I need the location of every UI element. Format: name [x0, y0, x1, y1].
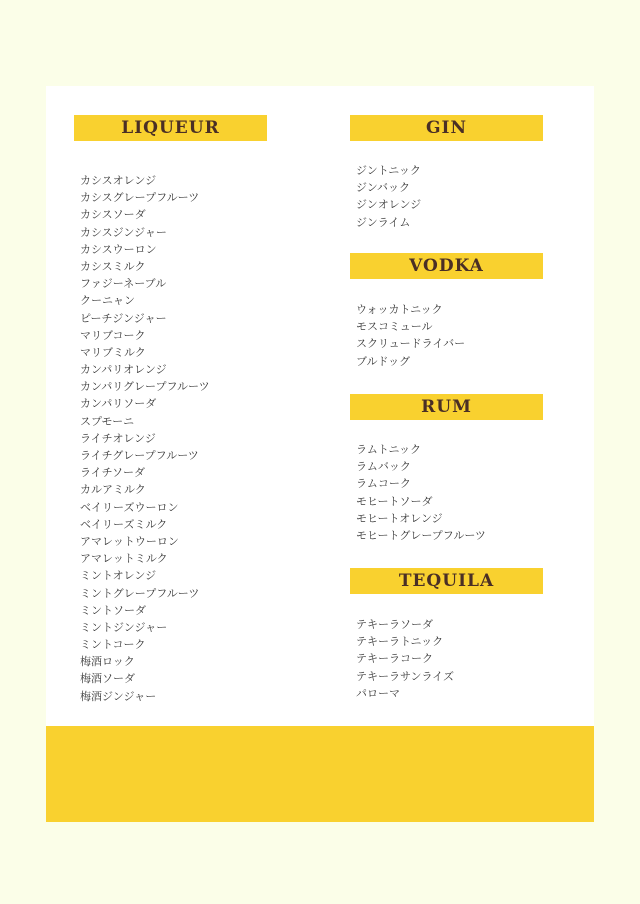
section-heading-tequila: TEQUILA	[350, 568, 543, 594]
drink-item: カシスグレープフルーツ	[80, 191, 200, 205]
drink-item: 梅酒ロック	[80, 655, 135, 669]
drink-item: カシスウーロン	[80, 242, 157, 256]
drink-item: ベイリーズウーロン	[80, 500, 179, 514]
drink-item: 梅酒ジンジャー	[80, 689, 157, 703]
section-vodka	[350, 253, 543, 370]
section-heading-gin: GIN	[350, 115, 543, 141]
drink-item: カシスオレンジ	[80, 174, 157, 187]
drink-item: モスコミュール	[356, 320, 433, 334]
drink-item: ラムバック	[356, 460, 411, 474]
drink-list-liqueur	[74, 172, 267, 705]
section-rum	[350, 394, 543, 544]
drink-item: テキーラソーダ	[356, 618, 433, 631]
drink-item: ジンライム	[356, 215, 411, 229]
drink-item: ミントオレンジ	[80, 569, 157, 583]
drink-item: カンパリグレープフルーツ	[80, 380, 210, 394]
drink-item: マリブコーク	[80, 328, 146, 342]
drink-item: カンパリオレンジ	[80, 363, 167, 377]
drink-item: モヒートグレープフルーツ	[356, 528, 486, 542]
section-heading-liqueur: LIQUEUR	[74, 115, 267, 141]
section-tequila	[350, 568, 543, 702]
drink-item: スクリュードライバー	[356, 337, 466, 351]
drink-item: ライチオレンジ	[80, 431, 156, 445]
drink-item: ラムトニック	[356, 443, 422, 456]
drink-list-vodka	[350, 301, 543, 370]
drink-item: ブルドッグ	[356, 354, 411, 368]
section-gin	[350, 115, 543, 231]
drink-item: パローマ	[356, 686, 400, 700]
drink-item: カシスジンジャー	[80, 225, 167, 239]
drink-item: アマレットウーロン	[80, 534, 179, 548]
drink-item: ウォッカトニック	[356, 303, 443, 316]
drink-item: アマレットミルク	[80, 552, 168, 566]
drink-item: カシスミルク	[80, 259, 146, 273]
drink-item: ピーチジンジャー	[80, 311, 167, 325]
drink-item: ファジーネーブル	[80, 277, 167, 291]
drink-item: ライチソーダ	[80, 466, 146, 480]
drink-item: ミントコーク	[80, 638, 146, 652]
drink-item: ライチグレープフルーツ	[80, 449, 199, 462]
drink-item: カシスソーダ	[80, 208, 146, 222]
drink-item: テキーラサンライズ	[356, 669, 455, 683]
drink-item: 梅酒ソーダ	[80, 672, 135, 686]
section-heading-vodka: VODKA	[350, 253, 543, 279]
drink-item: モヒートソーダ	[356, 494, 433, 508]
drink-list-rum	[350, 441, 543, 544]
drink-item: スプモーニ	[80, 414, 135, 428]
drink-item: テキーラトニック	[356, 635, 444, 649]
drink-item: テキーラコーク	[356, 652, 433, 666]
drink-item: ミントグレープフルーツ	[80, 586, 200, 600]
drink-item: ジンバック	[356, 181, 410, 195]
section-heading-rum: RUM	[350, 394, 543, 420]
section-liqueur	[74, 115, 267, 705]
drink-item: ベイリーズミルク	[80, 517, 168, 531]
drink-item: カルアミルク	[80, 483, 146, 497]
drink-item: マリブミルク	[80, 345, 146, 359]
drink-item: ミントソーダ	[80, 603, 146, 617]
drink-item: ミントジンジャー	[80, 620, 168, 634]
footer-band	[46, 726, 594, 822]
drink-list-tequila	[350, 616, 543, 702]
drink-item: カンパリソーダ	[80, 397, 157, 411]
drink-item: モヒートオレンジ	[356, 511, 443, 525]
drink-item: クーニャン	[80, 294, 135, 308]
drink-item: ジントニック	[356, 164, 421, 177]
drink-item: ジンオレンジ	[356, 198, 422, 212]
drink-list-gin	[350, 162, 543, 231]
drink-item: ラムコーク	[356, 477, 411, 491]
